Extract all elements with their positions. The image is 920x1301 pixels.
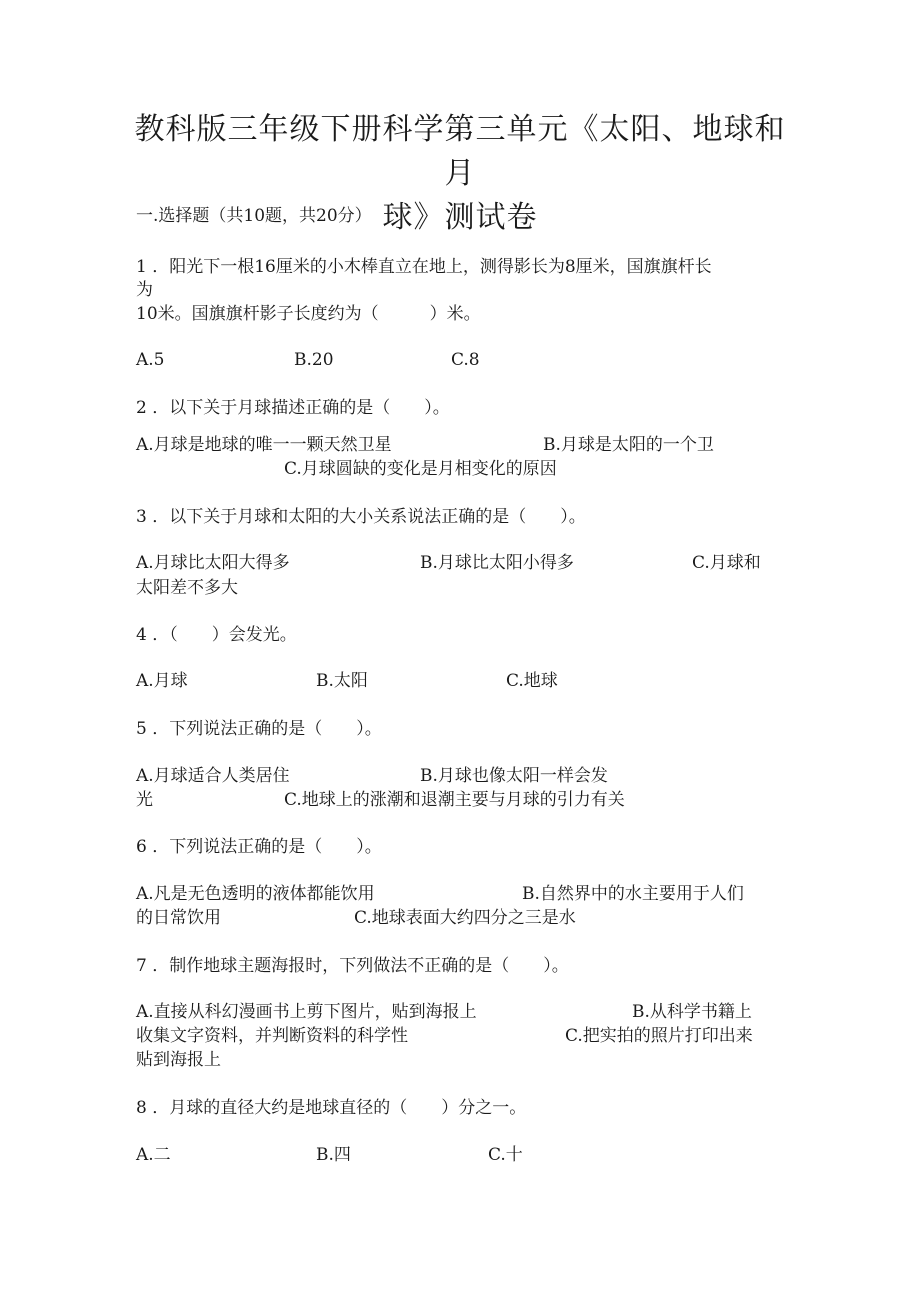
- question-4-stem: 4 ．（ ）会发光。: [136, 625, 297, 645]
- question-2-stem: 2 ．以下关于月球描述正确的是（ ）。: [136, 398, 450, 418]
- title-line-2: 球》测试卷: [382, 200, 538, 235]
- question-7-stem: 7 ．制作地球主题海报时，下列做法不正确的是（ ）。: [136, 956, 569, 976]
- question-7-option-c-continued: 贴到海报上: [136, 1050, 221, 1070]
- question-3-option-a: A.月球比太阳大得多: [136, 553, 290, 573]
- question-5-option-c: C.地球上的涨潮和退潮主要与月球的引力有关: [284, 790, 625, 810]
- question-6-option-a: A.凡是无色透明的液体都能饮用: [136, 884, 375, 904]
- question-8-stem: 8 ．月球的直径大约是地球直径的（ ）分之一。: [136, 1098, 527, 1118]
- question-1-option-a: A.5: [136, 350, 165, 370]
- question-5-option-a: A.月球适合人类居住: [136, 766, 290, 786]
- question-3-option-b: B.月球比太阳小得多: [420, 553, 574, 573]
- question-1-stem-line-2: 为: [136, 280, 153, 300]
- question-1-option-c: C.8: [451, 350, 480, 370]
- question-6-stem: 6 ．下列说法正确的是（ ）。: [136, 837, 382, 857]
- question-3-stem: 3 ．以下关于月球和太阳的大小关系说法正确的是（ ）。: [136, 507, 586, 527]
- question-4-option-c: C.地球: [506, 671, 558, 691]
- question-4-option-a: A.月球: [136, 671, 188, 691]
- question-8-option-c: C.十: [488, 1145, 523, 1165]
- title-line-1: 教科版三年级下册科学第三单元《太阳、地球和月: [134, 112, 786, 191]
- question-6-option-b: B.自然界中的水主要用于人们: [522, 884, 744, 904]
- question-1-option-b: B.20: [294, 350, 334, 370]
- question-2-option-c: C.月球圆缺的变化是月相变化的原因: [284, 459, 557, 479]
- question-7-option-b: B.从科学书籍上: [632, 1002, 752, 1022]
- question-7-option-b-continued: 收集文字资料，并判断资料的科学性: [136, 1026, 408, 1046]
- section-heading: 一.选择题（共10题，共20分）: [136, 206, 372, 226]
- question-5-stem: 5 ．下列说法正确的是（ ）。: [136, 719, 382, 739]
- question-7-option-c: C.把实拍的照片打印出来: [565, 1026, 753, 1046]
- question-4-option-b: B.太阳: [316, 671, 368, 691]
- question-2-option-a: A.月球是地球的唯一一颗天然卫星: [136, 435, 392, 455]
- question-8-option-b: B.四: [316, 1145, 351, 1165]
- question-6-option-b-continued: 的日常饮用: [136, 908, 221, 928]
- question-5-option-b: B.月球也像太阳一样会发: [420, 766, 608, 786]
- question-1-stem-line-3: 10米。国旗旗杆影子长度约为（ ）米。: [136, 304, 481, 324]
- question-3-option-c: C.月球和: [692, 553, 761, 573]
- question-1-stem-line-1: 1 ．阳光下一根16厘米的小木棒直立在地上，测得影长为8厘米，国旗旗杆长: [136, 257, 712, 277]
- question-3-option-c-continued: 太阳差不多大: [136, 578, 238, 598]
- question-5-option-b-continued: 光: [136, 790, 153, 810]
- question-6-option-c: C.地球表面大约四分之三是水: [354, 908, 576, 928]
- question-8-option-a: A.二: [136, 1145, 171, 1165]
- question-7-option-a: A.直接从科幻漫画书上剪下图片，贴到海报上: [136, 1002, 477, 1022]
- question-2-option-b: B.月球是太阳的一个卫: [543, 435, 714, 455]
